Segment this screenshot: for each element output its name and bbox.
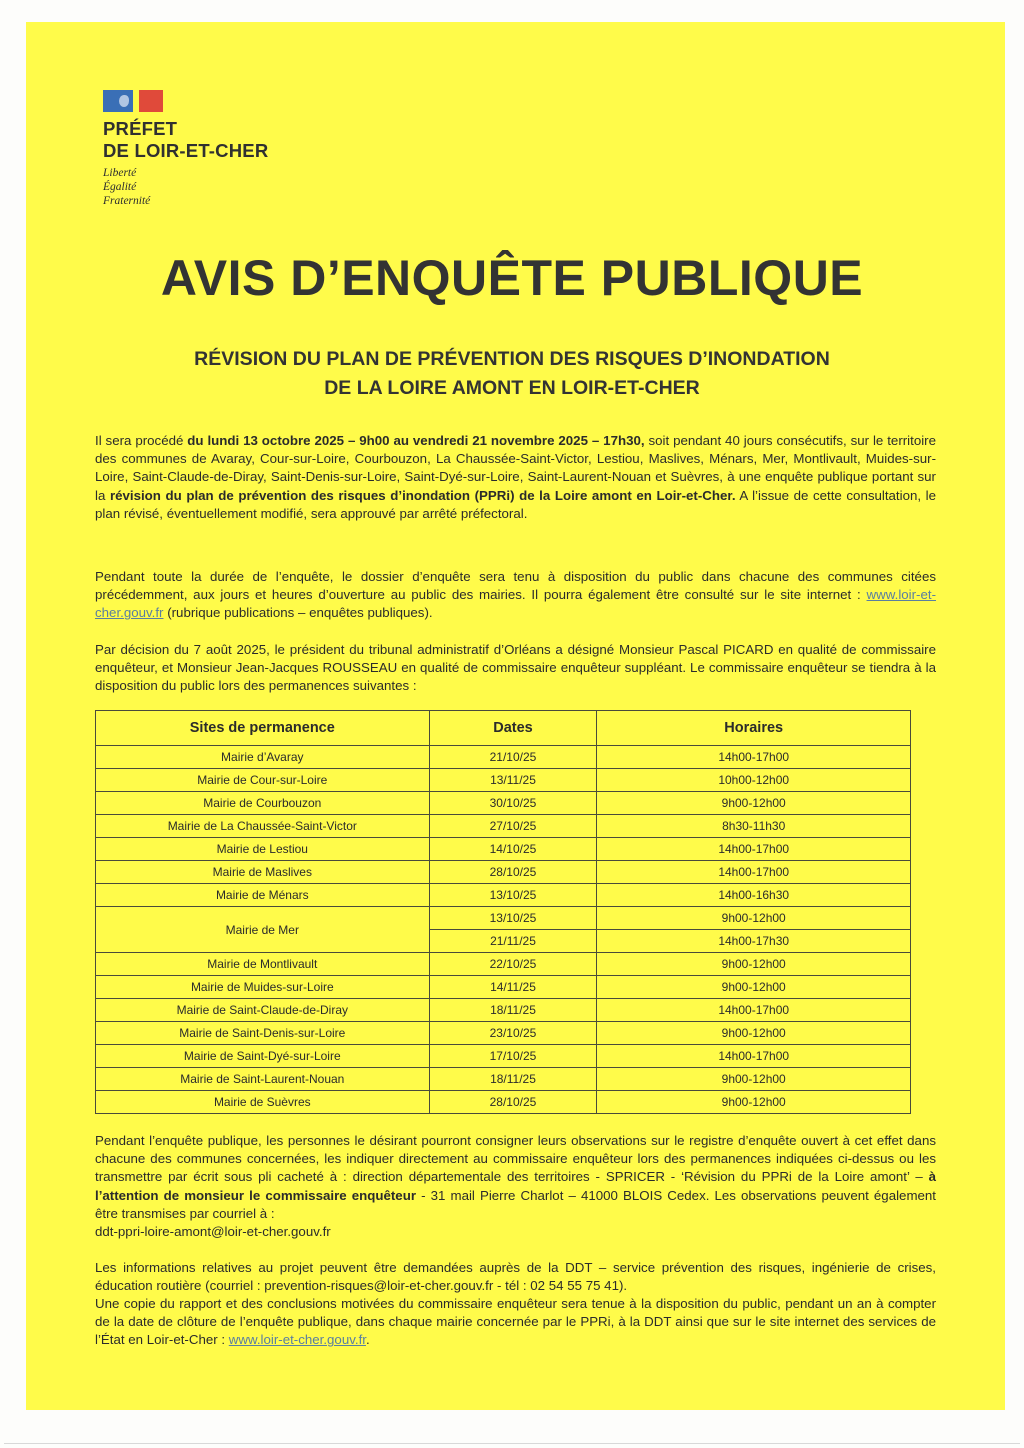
authority-name <box>103 118 268 162</box>
table-row: Mairie de Ménars 13/10/25 14h00-16h30 <box>96 884 911 907</box>
marianne-flag-icon <box>103 90 163 112</box>
inquiry-subject: révision du plan de prévention des risques d’inondation (PPRi) de la Loire amont en Loir-et-Cher. <box>109 487 736 503</box>
state-services-website-link[interactable]: www.loir-et-cher.gouv.fr <box>228 1332 366 1348</box>
information-paragraph: Les informations relatives au projet peuvent être demandées auprès de la DDT – service prévention des risques, ingénierie de crises, éducation routière (courriel : prevention-risques@loir-et-cher.gouv.fr - tél : 02 54 55 75 41). <box>95 1260 936 1294</box>
observations-email[interactable]: ddt-ppri-loire-amont@loir-et-cher.gouv.fr <box>95 1224 331 1240</box>
subtitle-line-1: RÉVISION DU PLAN DE PRÉVENTION DES RISQUES D’INONDATION <box>194 348 830 370</box>
col-header-dates: Dates <box>429 711 597 746</box>
table-row: Mairie de Mer 13/10/25 9h00-12h00 <box>96 907 911 930</box>
motto-liberte: Liberté <box>103 167 137 179</box>
table-row: Mairie de Lestiou 14/10/25 14h00-17h00 <box>96 838 911 861</box>
prefecture-website-link[interactable]: www.loir-et-cher.gouv.fr <box>95 587 936 621</box>
page-edge-divider <box>4 1443 1020 1444</box>
republic-motto <box>103 166 150 208</box>
subtitle-line-2: DE LA LOIRE AMONT EN LOIR-ET-CHER <box>324 377 700 399</box>
table-row: Mairie de Courbouzon 30/10/25 9h00-12h00 <box>96 792 911 815</box>
col-header-horaires: Horaires <box>597 711 911 746</box>
motto-egalite: Égalité <box>103 181 137 193</box>
attention-commissioner: à l’attention de monsieur le commissaire enquêteur <box>95 1169 936 1203</box>
dossier-paragraph: Pendant toute la durée de l’enquête, le dossier d’enquête sera tenu à disposition du public dans chacune des communes citées précédemment, aux jours et heures d’ouverture au public des mairies. Il pourra également être consulté sur le site internet : www.loir-et-cher.gouv.fr (rubrique publications – enquêtes publiques). <box>95 569 936 621</box>
table-row: Mairie de Saint-Dyé-sur-Loire 17/10/25 14h00-17h00 <box>96 1045 911 1068</box>
permanence-schedule-table <box>95 710 911 1114</box>
table-row: 21/11/25 14h00-17h30 <box>96 930 911 953</box>
page-title: AVIS D’ENQUÊTE PUBLIQUE <box>160 250 864 306</box>
motto-fraternite: Fraternité <box>103 195 151 207</box>
prefecture-logo <box>103 90 163 112</box>
report-paragraph: Une copie du rapport et des conclusions motivées du commissaire enquêteur sera tenue à la disposition du public, pendant un an à compter de la date de clôture de l’enquête publique, dans chaque mairie concernée par le PPRi, à la DDT ainsi que sur le site internet des services de l’État en Loir-et-Cher : www.loir-et-cher.gouv.fr. <box>95 1296 936 1348</box>
table-row: Mairie de Saint-Laurent-Nouan 18/11/25 9h00-12h00 <box>96 1068 911 1091</box>
commissioner-paragraph: Par décision du 7 août 2025, le président du tribunal administratif d’Orléans a désigné Monsieur Pascal PICARD en qualité de commissaire enquêteur, et Monsieur Jean-Jacques ROUSSEAU en qualité de commissaire enquêteur suppléant. Le commissaire enquêteur se tiendra à la disposition du public lors des permanences suivantes : <box>95 642 936 694</box>
intro-paragraph: Il sera procédé du lundi 13 octobre 2025 – 9h00 au vendredi 21 novembre 2025 – 17h30, soit pendant 40 jours consécutifs, sur le territoire des communes de Avaray, Cour-sur-Loire, Courbouzon, La Chaussée-Saint-Victor, Lestiou, Maslives, Ménars, Mer, Montlivault, Muides-sur-Loire, Saint-Claude-de-Diray, Saint-Denis-sur-Loire, Saint-Dyé-sur-Loire, Saint-Laurent-Nouan et Suèvres, à une enquête publique portant sur la révision du plan de prévention des risques d’inondation (PPRi) de la Loire amont en Loir-et-Cher. A l’issue de cette consultation, le plan révisé, éventuellement modifié, sera approuvé par arrêté préfectoral. <box>95 433 936 521</box>
table-row: Mairie de Saint-Denis-sur-Loire 23/10/25 9h00-12h00 <box>96 1022 911 1045</box>
table-header-row <box>96 711 911 746</box>
observations-paragraph: Pendant l’enquête publique, les personnes le désirant pourront consigner leurs observations sur le registre d’enquête ouvert à cet effet dans chacune des communes concernées, les indiquer directement au commissaire enquêteur lors des permanences indiquées ci-dessus ou les transmettre par écrit sous pli cacheté à : direction départementale des territoires - SPRICER - ‘Révision du PPRi de la Loire amont’ – à l’attention de monsieur le commissaire enquêteur - 31 mail Pierre Charlot – 41000 BLOIS Cedex. Les observations peuvent également être transmises par courriel à : ddt-ppri-loire-amont@loir-et-cher.gouv.fr <box>95 1132 936 1241</box>
page-subtitle <box>0 345 1024 403</box>
table-row: Mairie de La Chaussée-Saint-Victor 27/10/25 8h30-11h30 <box>96 815 911 838</box>
table-row: Mairie de Cour-sur-Loire 13/11/25 10h00-12h00 <box>96 769 911 792</box>
authority-line-2: DE LOIR-ET-CHER <box>103 140 269 161</box>
table-row: Mairie de Maslives 28/10/25 14h00-17h00 <box>96 861 911 884</box>
authority-line-1: PRÉFET <box>103 118 178 139</box>
table-row: Mairie de Montlivault 22/10/25 9h00-12h00 <box>96 953 911 976</box>
inquiry-dates: du lundi 13 octobre 2025 – 9h00 au vendredi 21 novembre 2025 – 17h30, <box>187 433 645 448</box>
col-header-sites: Sites de permanence <box>96 711 430 746</box>
table-row: Mairie de Suèvres 28/10/25 9h00-12h00 <box>96 1091 911 1114</box>
table-row: Mairie de Saint-Claude-de-Diray 18/11/25 14h00-17h00 <box>96 999 911 1022</box>
table-row: Mairie de Muides-sur-Loire 14/11/25 9h00-12h00 <box>96 976 911 999</box>
table-row: Mairie d’Avaray 21/10/25 14h00-17h00 <box>96 746 911 769</box>
